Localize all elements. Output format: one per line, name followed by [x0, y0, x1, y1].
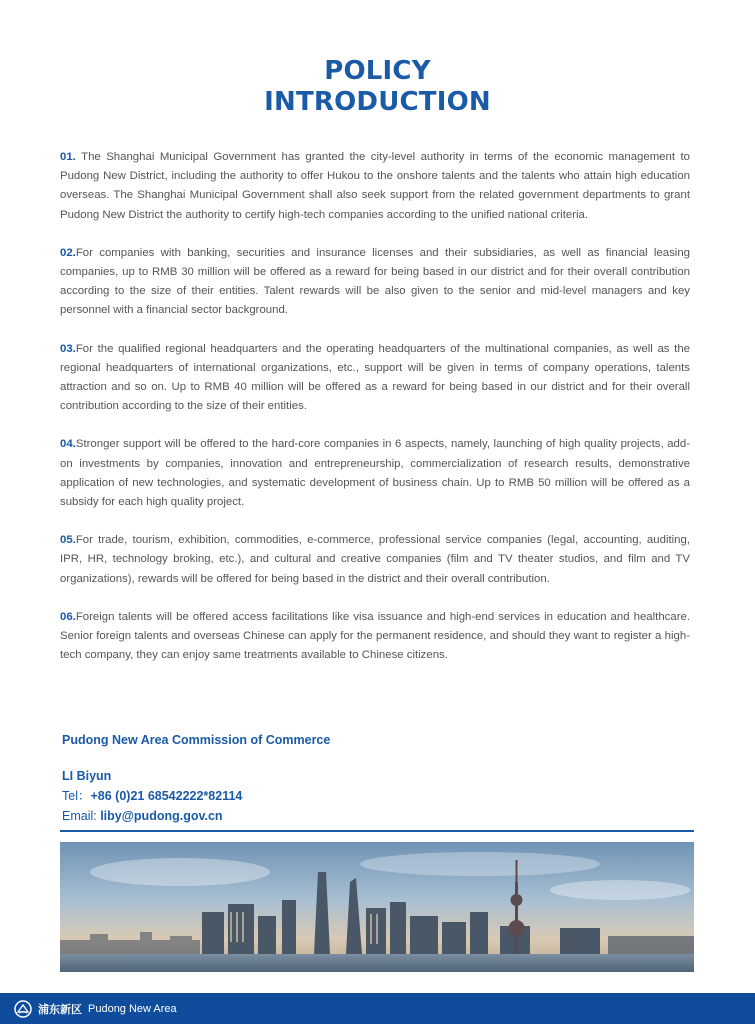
footer-chinese-name: 浦东新区	[38, 1003, 82, 1016]
organization-name: Pudong New Area Commission of Commerce	[62, 733, 331, 747]
policy-item	[60, 608, 690, 666]
policy-item	[60, 531, 690, 589]
policy-text: Foreign talents will be offered access facilitations like visa issuance and high-end services in education and healthcare. Senior foreign talents and overseas Chinese can apply for the permanent residence, and should they want to register a high-tech company, they can enjoy same treatments available to Chinese citizens.	[60, 610, 690, 662]
contact-name: LI Biyun	[62, 769, 112, 783]
policy-text: For the qualified regional headquarters and the operating headquarters of the multinational companies, as well as the regional headquarters of international organizations, etc., support will be given in terms of company operations, talents attraction and so on. Up to RMB 40 million will be offered as a reward for being based in our district and for their overall contribution according to the size of their entities.	[60, 342, 690, 413]
policy-number: 05.	[60, 534, 76, 547]
contact-block	[62, 732, 692, 826]
policy-text: The Shanghai Municipal Government has granted the city-level authority in terms of the economic management to Pudong New District, including the authority to offer Hukou to the onshore talents and the talents who attain high education overseas. The Shanghai Municipal Government shall also seek support from the related government departments to grant Pudong New District the authority to certify high-tech companies according to the unified national criteria.	[60, 151, 690, 221]
policy-number: 04.	[60, 438, 76, 451]
policy-item	[60, 340, 690, 417]
policy-list	[60, 148, 690, 684]
title-line-2: INTRODUCTION	[264, 87, 491, 117]
title-line-1: POLICY	[324, 56, 431, 86]
tel-number[interactable]: +86 (0)21 68542222*82114	[90, 789, 243, 803]
email-link[interactable]: liby@pudong.gov.cn	[100, 809, 223, 823]
pudong-logo-icon	[14, 1000, 32, 1018]
policy-number: 02.	[60, 246, 76, 259]
policy-number: 03.	[60, 342, 76, 355]
page-title	[0, 56, 755, 118]
tel-line	[62, 786, 692, 806]
policy-number: 01.	[60, 151, 76, 163]
city-skyline-image	[60, 842, 694, 972]
policy-text: For companies with banking, securities and insurance licenses and their subsidiaries, as well as financial leasing companies, up to RMB 30 million will be offered as a reward for being based in our district and for their overall contribution according to the size of their entities. Talent rewards will be also given to the senior and mid-level managers and key personnel with a financial sector background.	[60, 246, 690, 317]
divider	[60, 830, 694, 832]
policy-text: For trade, tourism, exhibition, commodities, e-commerce, professional service companies (legal, accounting, auditing, IPR, HR, technology broking, etc.), and cultural and creative companies (film and TV theater studios, and film and TV organizations), rewards will be offered for being based in the district and their overall contribution.	[60, 534, 690, 585]
footer-bar	[0, 993, 755, 1024]
policy-item	[60, 148, 690, 225]
footer-english-name: Pudong New Area	[88, 1002, 177, 1015]
policy-item	[60, 435, 690, 512]
email-line	[62, 806, 692, 826]
email-label: Email:	[62, 809, 101, 823]
tel-label: Tel：	[62, 789, 91, 803]
policy-text: Stronger support will be offered to the hard-core companies in 6 aspects, namely, launching of high quality projects, add-on investments by companies, innovation and entrepreneurship, commercialization of research results, demonstrative application of new technologies, and systematic development of business chain. Up to RMB 50 million will be offered as a subsidy for each high quality project.	[60, 438, 690, 509]
policy-item	[60, 244, 690, 321]
policy-number: 06.	[60, 610, 76, 623]
